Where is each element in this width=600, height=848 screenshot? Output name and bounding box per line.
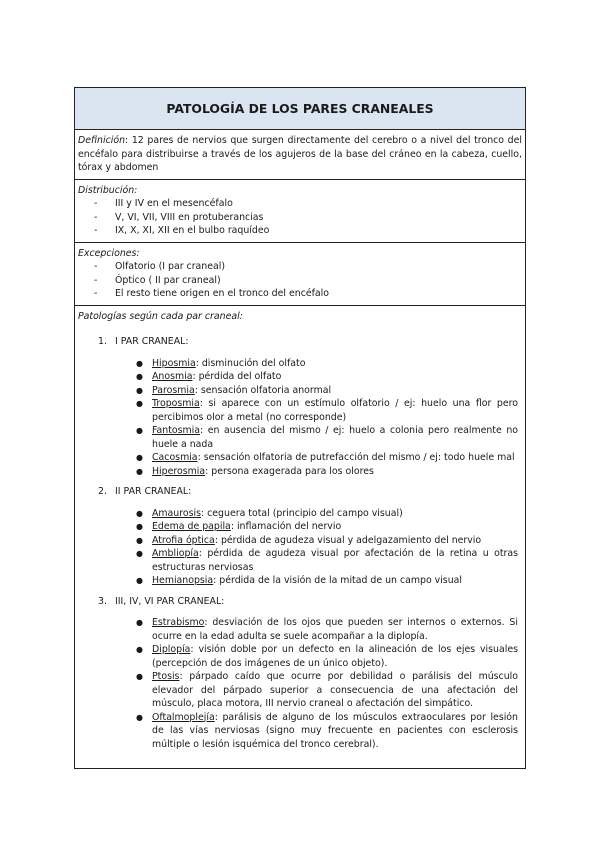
pathology-term: Hiposmia xyxy=(152,357,196,369)
pathology-term: Troposmia xyxy=(152,398,200,409)
list-item xyxy=(78,507,522,521)
cranial-pair-heading xyxy=(78,485,522,499)
list-item xyxy=(78,424,522,451)
exceptions-list xyxy=(78,260,522,301)
bullet-icon: ● xyxy=(136,385,143,395)
list-number: 1. xyxy=(98,336,107,347)
list-item xyxy=(78,643,522,670)
bullet-icon: ● xyxy=(136,372,143,381)
cranial-pair-heading xyxy=(78,335,522,349)
list-item: - V, VI, VII, VIII en protuberancias xyxy=(94,211,264,223)
distribution-list xyxy=(78,197,522,238)
bullet-icon: ● xyxy=(136,508,143,518)
pathology-description: : párpado caído que ocurre por debilidad o parálisis del músculo elevador del párpado superior a consecuencia de una afectación del músculo, placa motora, III nervio craneal o afectación del simpático. xyxy=(152,671,518,709)
list-number: 2. xyxy=(98,486,107,497)
bullet-icon: ● xyxy=(136,672,143,681)
pathology-list xyxy=(78,616,522,751)
pathology-description: : sensación olfatoria anormal xyxy=(194,384,332,396)
pathology-description: : disminución del olfato xyxy=(195,357,306,369)
list-item xyxy=(78,711,522,752)
exceptions-label: Excepciones: xyxy=(78,247,140,259)
definition-label: Definición xyxy=(78,135,126,146)
cranial-pair-title: II PAR CRANEAL: xyxy=(115,486,192,497)
bullet-icon: ● xyxy=(136,453,143,462)
distribution-label: Distribución: xyxy=(78,184,138,196)
document-table xyxy=(74,87,526,769)
pathology-term: Anosmia xyxy=(152,371,193,382)
pathology-term: Oftalmoplejía xyxy=(152,711,215,723)
bullet-icon: ● xyxy=(136,535,143,545)
pathology-description: : persona exagerada para los olores xyxy=(205,465,374,477)
pathology-term: Hemianopsia xyxy=(152,575,214,586)
pathology-description: : pérdida del olfato xyxy=(192,371,282,382)
pathology-term: Diplopía xyxy=(152,644,191,655)
bullet-icon: ● xyxy=(136,522,143,531)
page-title: PATOLOGÍA DE LOS PARES CRANEALES xyxy=(166,101,434,116)
list-item xyxy=(78,616,522,643)
cranial-pair-title: III, IV, VI PAR CRANEAL: xyxy=(115,595,225,607)
bullet-icon: ● xyxy=(136,399,143,408)
pathology-description: : sensación olfatoria de putrefacción del mismo / ej: todo huele mal xyxy=(197,452,515,463)
bullet-icon: ● xyxy=(136,576,143,585)
list-item xyxy=(78,451,522,465)
list-item xyxy=(78,370,522,384)
pathology-term: Edema de papila xyxy=(152,521,231,532)
pathology-description: : si aparece con un estímulo olfatorio / ej: huelo una flor pero percibimos olor a metal (no corresponde) xyxy=(152,398,518,423)
list-item: - Óptico ( II par craneal) xyxy=(94,274,221,286)
pathology-term: Hiperosmia xyxy=(152,465,206,477)
bullet-icon: ● xyxy=(136,358,143,368)
pathology-list xyxy=(78,357,522,479)
bullet-icon: ● xyxy=(136,645,143,654)
list-item xyxy=(78,574,522,588)
pathology-term: Ambliopía xyxy=(152,548,199,559)
pathologies-label: Patologías según cada par craneal: xyxy=(78,310,243,322)
list-item: - Olfatorio (I par craneal) xyxy=(94,261,226,272)
list-item xyxy=(78,547,522,574)
pathology-description: : ceguera total (principio del campo visual) xyxy=(201,507,403,519)
pathology-description: : en ausencia del mismo / ej: huelo a colonia pero realmente no huele a nada xyxy=(152,425,518,450)
bullet-icon: ● xyxy=(136,618,143,627)
definition-section xyxy=(75,130,525,180)
list-number: 3. xyxy=(98,595,107,607)
pathology-description: : pérdida de la visión de la mitad de un campo visual xyxy=(213,575,462,586)
pathology-description: : inflamación del nervio xyxy=(230,521,342,532)
distribution-section xyxy=(75,180,525,243)
pathologies-section xyxy=(75,306,525,769)
list-item xyxy=(78,670,522,711)
pathology-description: : desviación de los ojos que pueden ser internos o externos. Si ocurre en la edad adulta se suele acompañar a la diplopía. xyxy=(152,617,518,642)
list-item: - El resto tiene origen en el tronco del encéfalo xyxy=(94,288,330,299)
list-item: - IX, X, XI, XII en el bulbo raquídeo xyxy=(94,225,270,236)
pathology-term: Fantosmia xyxy=(152,425,200,436)
pathology-description: : parálisis de alguno de los músculos extraoculares por lesión de las vías nerviosas (signo muy frecuente en pacientes con esclerosis múltiple o lesión isquémica del tronco cerebral). xyxy=(152,711,518,750)
pathology-list xyxy=(78,507,522,588)
cranial-pair-3 xyxy=(78,595,522,752)
bullet-icon: ● xyxy=(136,426,143,435)
definition-text: : 12 pares de nervios que surgen directamente del cerebro o a nivel del tronco del encéfalo para distribuirse a través de los agujeros de la base del cráneo en la cabeza, cuello, tórax y abdomen xyxy=(78,135,522,173)
bullet-icon: ● xyxy=(136,466,143,476)
pathology-term: Ptosis xyxy=(152,671,180,682)
exceptions-section xyxy=(75,243,525,306)
pathology-description: : pérdida de agudeza visual por afectación de la retina u otras estructuras nerviosas xyxy=(152,548,518,573)
list-item xyxy=(78,534,522,548)
pathology-description: : visión doble por un defecto en la alineación de los ejes visuales (percepción de dos imágenes de un único objeto). xyxy=(152,644,518,669)
list-item xyxy=(78,384,522,398)
pathology-description: : pérdida de agudeza visual y adelgazamiento del nervio xyxy=(214,534,482,546)
title-row xyxy=(75,88,525,130)
cranial-pair-1 xyxy=(78,335,522,478)
cranial-pair-heading xyxy=(78,595,522,609)
list-item xyxy=(78,357,522,371)
pathology-term: Parosmia xyxy=(152,384,195,396)
pathology-term: Atrofia óptica xyxy=(152,534,215,546)
pathology-term: Estrabismo xyxy=(152,617,205,628)
pathology-term: Cacosmia xyxy=(152,452,198,463)
cranial-pair-2 xyxy=(78,485,522,588)
pathology-term: Amaurosis xyxy=(152,507,201,519)
bullet-icon: ● xyxy=(136,549,143,558)
cranial-pairs-list xyxy=(78,335,522,751)
list-item xyxy=(78,397,522,424)
bullet-icon: ● xyxy=(136,712,143,722)
list-item xyxy=(78,465,522,479)
list-item xyxy=(78,520,522,534)
cranial-pair-title: I PAR CRANEAL: xyxy=(115,336,189,347)
list-item: - III y IV en el mesencéfalo xyxy=(94,198,233,209)
